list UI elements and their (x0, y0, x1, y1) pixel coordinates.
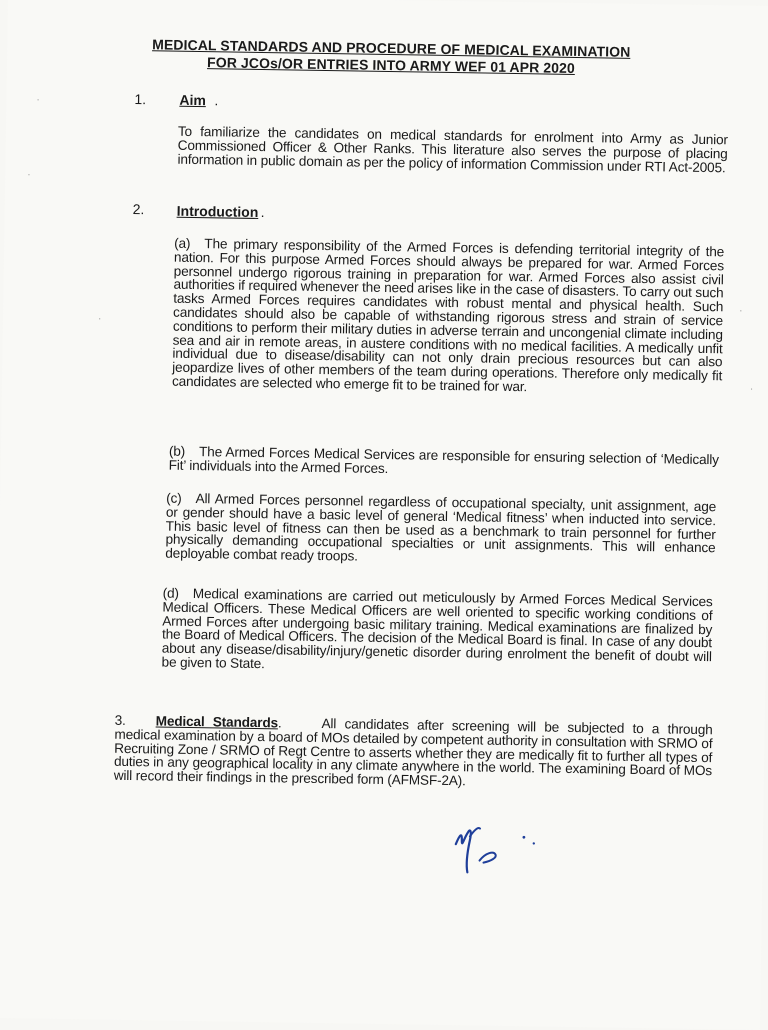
document-title (7, 34, 768, 80)
paragraph-2c (165, 492, 716, 570)
section-1-heading-period: . (214, 92, 219, 109)
paragraph-2a (172, 237, 724, 397)
scan-speck: · (739, 305, 743, 317)
scan-speck: · (27, 169, 31, 181)
paragraph-2a-text: The primary responsibility of the Armed Forces is defending territorial integrity of the nation. For this purpose Armed Forces should always be prepared for war. Armed Forces personnel undergo rigorous training in preparation for war. Armed Forces also assist civil authorities if required whenever the need arises like in the case of disasters. To carry out such tasks Armed Forces requires candidates with robust mental and physical health. Such candidates should also be capable of withstanding rigorous stress and strain of service conditions to perform their military duties in adverse terrain and uncongenial climate including sea and air in remote areas, in austere conditions with no medical facilities. A medically unfit individual due to disease/disability can not only drain precious resources but can also jeopardize lives of other members of the team during operations. Therefore only medically fit candidates are selected who emerge fit to be trained for war. (171, 236, 725, 395)
section-3-heading: Medical Standards (155, 713, 279, 731)
scan-speck: · (36, 94, 40, 106)
scan-speck: · (749, 383, 754, 395)
section-2-heading-period: . (260, 204, 265, 221)
section-2-number: 2. (132, 201, 145, 218)
section-1-number: 1. (134, 91, 147, 108)
paragraph-2a-label: (a) (174, 235, 191, 251)
section-3-number: 3. (114, 712, 126, 728)
title-line-2: FOR JCOs/OR ENTRIES INTO ARMY WEF 01 APR 2020 (207, 54, 576, 76)
section-3: 3. Medical Standards. All candidates after screening will be subjected to a through medical examination by a board of MOs detailed by competent authority in consultation with SRMO of Recruiting Zone / SRMO of Regt Centre to asserts whether they are medically fit to further all types of duties in any geographical locality in any climate anywhere in the world. The examining Board of MOs will record their findings in the prescribed form (AFMSF-2A). (113, 712, 713, 789)
paragraph-2d-label: (d) (162, 585, 179, 601)
paragraph-2d-text: Medical examinations are carried out meticulously by Armed Forces Medical Services Medical Officers. These Medical Officers are well oriented to specific working conditions of Armed Forces after undergoing basic military training. Medical examinations are finalized by the Board of Medical Officers. The decision of the Medical Board is final. In case of any doubt about any disease/disability/injury/genetic disorder during enrolment the benefit of doubt will be given to State. (161, 586, 713, 672)
title-line-1: MEDICAL STANDARDS AND PROCEDURE OF MEDICAL EXAMINATION (152, 36, 631, 60)
section-1-heading: Aim (179, 91, 207, 109)
paragraph-2c-text: All Armed Forces personnel regardless of occupational specialty, unit assignment, age or gender should have a basic level of general ‘Medical fitness’ when inducted into service. This basic level of fitness can then be used as a benchmark to train personnel for further physically demanding occupational specialties or unit assignments. This will enhance deployable combat ready troops. (165, 491, 717, 564)
scan-speck: · (97, 313, 102, 325)
handwritten-signature (449, 816, 550, 878)
paragraph-2d (162, 587, 713, 678)
paragraph-2c-label: (c) (166, 490, 182, 506)
paragraph-2b (169, 445, 719, 481)
paragraph-2b-text: The Armed Forces Medical Services are responsible for ensuring selection of ‘Medically Fit’ individuals into the Armed Forces. (168, 444, 719, 476)
section-3-body: All candidates after screening will be subjected to a through medical examination by a board of MOs detailed by competent authority in consultation with SRMO of Recruiting Zone / SRMO of Regt Centre to asserts whether they are medically fit to further all types of duties in any geographical locality in any climate anywhere in the world. The examining Board of MOs will record their findings in the prescribed form (AFMSF-2A). (113, 716, 713, 789)
paragraph-2b-label: (b) (168, 443, 186, 459)
section-1-body: To familiarize the candidates on medical standards for enrolment into Army as Junior Commissioned Officer & Other Ranks. This literature also serves the purpose of placing information in public domain as per the policy of information Commission under RTI Act-2005. (177, 123, 729, 175)
section-2-heading: Introduction (176, 202, 259, 220)
